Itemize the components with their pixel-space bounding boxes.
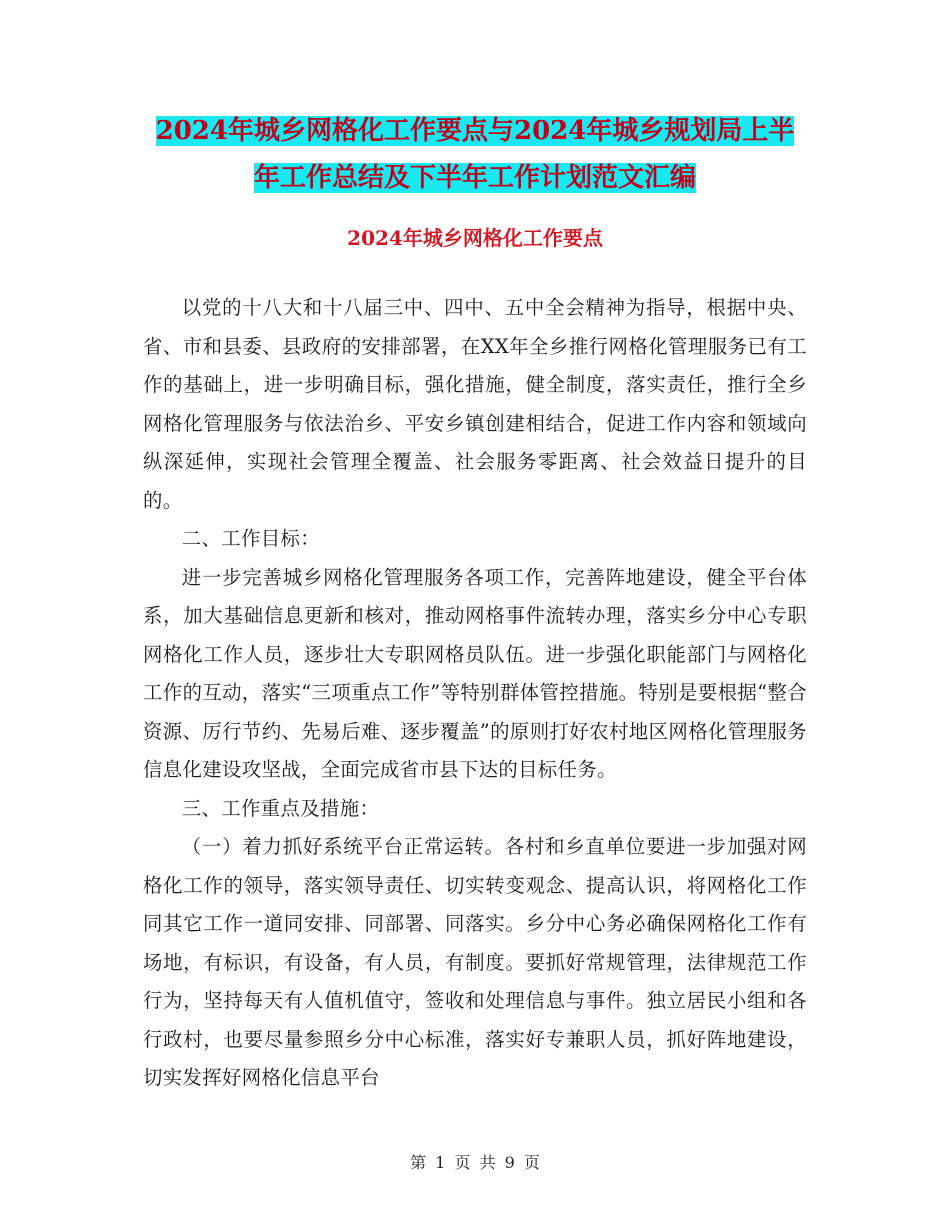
paragraph-work-goals: 进一步完善城乡网格化管理服务各项工作，完善阵地建设，健全平台体系，加大基础信息更新和核对，推动网格事件流转办理，落实乡分中心专职网格化工作人员，逐步壮大专职网格员队伍。进一步强化职能部门与网格化工作的互动，落实“三项重点工作”等特别群体管控措施。特别是要根据“整合资源、厉行节约、先易后难、逐步覆盖”的原则打好农村地区网格化管理服务信息化建设攻坚战，全面完成省市县下达的目标任务。	[143, 565, 807, 781]
document-title-line-1: 2024年城乡网格化工作要点与2024年城乡规划局上半	[155, 116, 795, 146]
document-body	[143, 289, 807, 1098]
section-title: 2024年城乡网格化工作要点	[347, 226, 603, 250]
document-title	[140, 108, 810, 202]
page-footer: 第 1 页 共 9 页	[410, 1153, 540, 1172]
document-title-line-2: 年工作总结及下半年工作计划范文汇编	[253, 163, 696, 193]
paragraph-intro: 以党的十八大和十八届三中、四中、五中全会精神为指导，根据中央、省、市和县委、县政府的安排部署，在XX年全乡推行网格化管理服务已有工作的基础上，进一步明确目标，强化措施，健全制度，落实责任，推行全乡网格化管理服务与依法治乡、平安乡镇创建相结合，促进工作内容和领域向纵深延伸，实现社会管理全覆盖、社会服务零距离、社会效益日提升的目的。	[143, 296, 807, 512]
heading-key-measures: 三、工作重点及措施：	[181, 796, 380, 820]
paragraph-measure-1: （一）着力抓好系统平台正常运转。各村和乡直单位要进一步加强对网格化工作的领导，落实领导责任、切实转变观念、提高认识，将网格化工作同其它工作一道同安排、同部署、同落实。乡分中心务必确保网格化工作有场地，有标识，有设备，有人员，有制度。要抓好常规管理，法律规范工作行为，坚持每天有人值机值守，签收和处理信息与事件。独立居民小组和各行政村，也要尽量参照乡分中心标准，落实好专兼职人员，抓好阵地建设，切实发挥好网格化信息平台	[143, 835, 807, 1089]
heading-work-goals: 二、工作目标：	[181, 527, 320, 550]
